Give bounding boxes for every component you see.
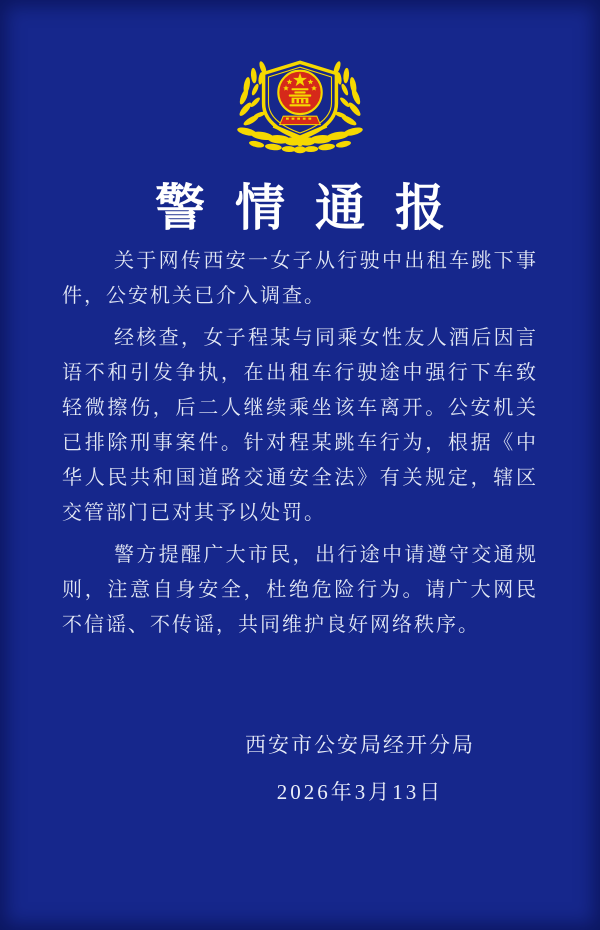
issue-date: 2026年3月13日 (276, 780, 444, 804)
police-emblem-icon (230, 56, 370, 161)
notice-paragraph: 警方提醒广大市民，出行途中请遵守交通规则，注意自身安全，杜绝危险行为。请广大网民不信谣、不传谣，共同维护良好网络秩序。 (62, 544, 538, 636)
signature-block (60, 729, 600, 806)
notice-paragraph: 关于网传西安一女子从行驶中出租车跳下事件，公安机关已介入调查。 (62, 250, 538, 307)
notice-paragraph: 经核查，女子程某与同乘女性友人酒后因言语不和引发争执，在出租车行驶途中强行下车致轻微擦伤，后二人继续乘坐该车离开。公安机关已排除刑事案件。针对程某跳车行为，根据《中华人民共和国道路交通安全法》有关规定，辖区交管部门已对其予以处罚。 (62, 327, 538, 524)
notice-body (62, 244, 538, 650)
notice-title: 警情通报 (155, 180, 475, 236)
issuing-authority: 西安市公安局经开分局 (245, 733, 475, 757)
badge-container (0, 56, 600, 166)
